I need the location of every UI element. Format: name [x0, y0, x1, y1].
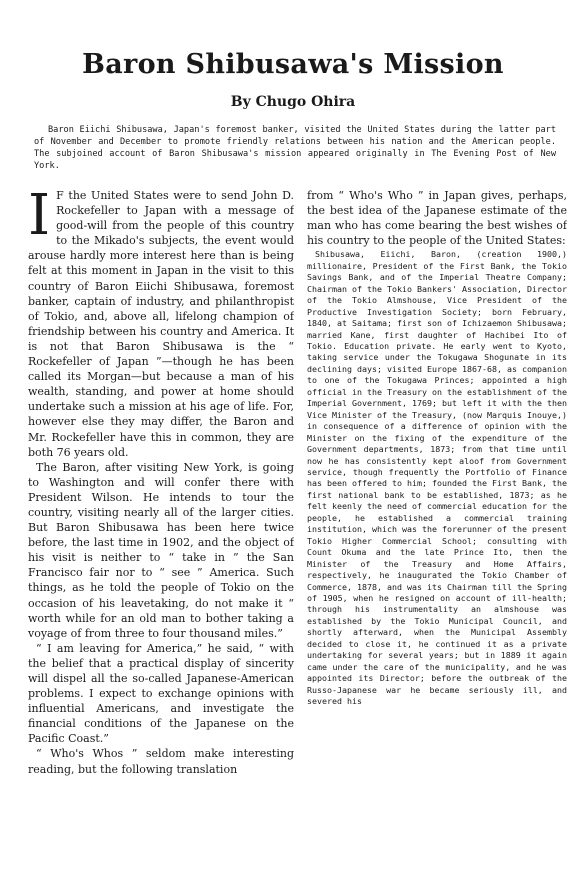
paragraph-1: F the United States were to send John D. Rockefeller to Japan with a message of good-will from the people of this country to the Mikado's subjects, the event would arouse hardly more interest here than is being felt at this moment in Japan in the visit to this country of Baron Eiichi Shibusawa, foremost banker, captain of industry, and philanthropist of Tokio, and, above all, lifelong champion of friendship between his country and America. It is not that Baron Shibusawa is the “ Rockefeller of Japan ”—though he has been called its Morgan—but because a man of his wealth, standing, and power at home should undertake such a mission at his age of life. For, however else they may differ, the Baron and Mr. Rockefeller have this in common, they are both 76 years old. [28, 189, 294, 459]
whos-who-biography: Shibusawa, Eiichi, Baron, (creation 1900,) millionaire, President of the First Bank, the Tokio Savings Bank, and of the Imperial Theatre Company; Chairman of the Tokio Bankers' Association, Director of the Tokio Almshouse, Vice President of the Productive Investigation Society; born February, 1840, at Saitama; first son of Ichizaemon Shibusawa; married Kane, first daughter of Hachibei Ito of Tokio. Education private. He early went to Kyoto, taking service under the Tokugawa Shogunate in its declining days; visited Europe 1867-68, as companion to one of the Tokugawa Princes; appointed a high official in the Treasury on the establishment of the Imperial Government, 1769; but left it with the then Vice Minister of the Treasury, (now Marquis Inouye,) in consequence of a difference of opinion with the Minister on the fixing of the expenditure of the Government departments, 1873; from that time until now he has consistently kept aloof from Government service, though frequently the Portfolio of Finance has been offered to him; founded the First Bank, the first national bank to be established, 1873; as he felt keenly the need of commercial education for the people, he established a commercial training institution, which was the forerunner of the present Tokio Higher Commercial School; consulting with Count Okuma and the late Prince Ito, then the Minister of the Treasury and Home Affairs, respectively, he inaugurated the Tokio Chamber of Commerce, 1878, and was its Chairman till the Spring of 1905, when he resigned on account of ill-health; through his instrumentality an almshouse was established by the Tokio Municipal Council, and shortly afterward, when the Municipal Assembly decided to close it, he continued it as a private undertaking for several years; but in 1889 it again came under the care of the municipality, and he was appointed its Director; before the outbreak of the Russo-Japanese war he became seriously ill, and severed his [307, 249, 567, 707]
left-column [28, 188, 294, 880]
article-byline: By Chugo Ohira [230, 94, 356, 110]
article-title: Baron Shibusawa's Mission [82, 49, 504, 80]
paragraph-2: The Baron, after visiting New York, is going to Washington and will confer there with President Wilson. He intends to tour the country, visiting nearly all of the larger cities. But Baron Shibusawa has been here twice before, the last time in 1902, and the object of his visit is neither to “ take in ” the San Francisco fair nor to “ see ” America. Such things, as he told the people of Tokio on the occasion of his leavetaking, do not make it “ worth while for an old man to bother taking a voyage of from three to four thousand miles.” [28, 460, 294, 640]
paragraph-3: “ I am leaving for America,” he said, “ with the belief that a practical display of sincerity will dispel all the so-called Japanese-American problems. I expect to exchange opinions with influential Americans, and investigate the financial conditions of the Japanese on the Pacific Coast.” [28, 641, 294, 746]
right-column [307, 188, 567, 880]
article-intro: Baron Eiichi Shibusawa, Japan's foremost banker, visited the United States during the latter part of November and December to promote friendly relations between his nation and the American people. The subjoined account of Baron Shibusawa's mission appeared originally in The Evening Post of New York. [34, 125, 556, 171]
right-lead-paragraph: from “ Who's Who ” in Japan gives, perhaps, the best idea of the Japanese estimate of the man who has come bearing the best wishes of his country to the people of the United States: [307, 189, 567, 248]
drop-cap: I [28, 188, 51, 248]
paragraph-4: “ Who's Whos ” seldom make interesting reading, but the following translation [28, 747, 294, 776]
